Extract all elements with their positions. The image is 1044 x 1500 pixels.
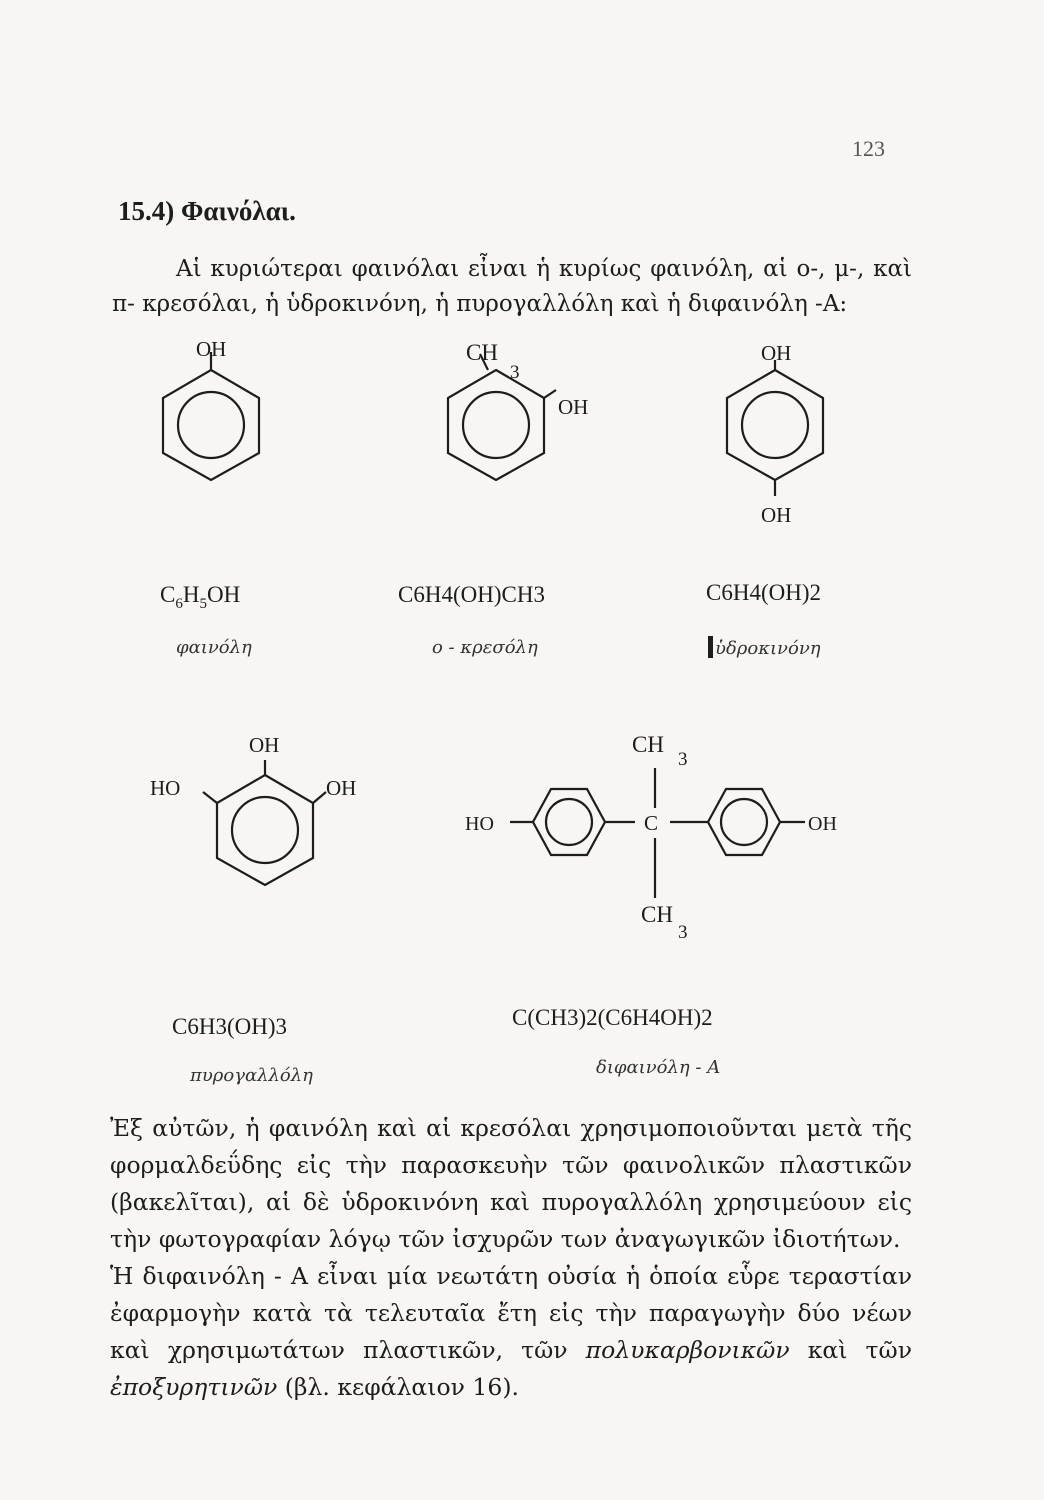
- bisphenol-right-inner-circle: [721, 799, 767, 845]
- bisphenol-ho-left: HO: [465, 813, 494, 835]
- pyrogallol-inner-circle: [232, 797, 298, 863]
- hydroquinone-name-row: [708, 636, 821, 659]
- bisphenol-oh-right: OH: [808, 813, 837, 835]
- closing-text: [110, 1110, 912, 1406]
- pyrogallol-oh-right: OH: [326, 776, 357, 800]
- phenol-inner-circle: [178, 392, 244, 458]
- margin-marker: [708, 636, 713, 658]
- bisphenol-ch-bottom: CH: [641, 902, 673, 927]
- cresol-inner-circle: [463, 392, 529, 458]
- pyrogallol-ho-left: HO: [150, 776, 181, 800]
- hydroquinone-inner-circle: [742, 392, 808, 458]
- pyrogallol-name: πυρογαλλόλη: [190, 1065, 313, 1086]
- cresol-name: ο - κρεσόλη: [432, 637, 538, 658]
- bisphenol-ch-top: CH: [632, 732, 664, 757]
- hydroquinone-name: ὑδροκινόνη: [715, 638, 821, 659]
- hydroquinone-oh-bottom: OH: [761, 503, 792, 527]
- page-number: 123: [852, 136, 885, 161]
- intro-paragraph: Αἱ κυριώτεραι φαινόλαι εἶναι ἡ κυρίως φαινόλη, αἱ ο-, μ-, καὶ π- κρεσόλαι, ἡ ὑδροκινόνη, ἡ πυρογαλλόλη καὶ ἡ διφαινόλη -Α:: [112, 256, 912, 317]
- bisphenol-formula: C(CH3)2(C6H4OH)2: [512, 1005, 713, 1030]
- bisphenol-left-inner-circle: [546, 799, 592, 845]
- cresol-oh-label: OH: [558, 395, 589, 419]
- hydroquinone-formula: C6H4(OH)2: [706, 580, 821, 605]
- phenol-oh-label: OH: [196, 337, 227, 361]
- cresol-ch-label: CH: [466, 340, 498, 365]
- phenol-name: φαινόλη: [176, 637, 252, 658]
- hydroquinone-oh-top: OH: [761, 341, 792, 365]
- bisphenol-sub-bottom: 3: [678, 922, 688, 943]
- closing-paragraph-1: Ἐξ αὐτῶν, ἡ φαινόλη καὶ αἱ κρεσόλαι χρησιμοποιοῦνται μετὰ τῆς φορμαλδεΰδης εἰς τὴν παρασκευὴν τῶν φαινολικῶν πλαστικῶν (βακελῖται), αἱ δὲ ὑδροκινόνη καὶ πυρογαλλόλη χρησιμεύουν εἰς τὴν φωτογραφίαν λόγῳ τῶν ἰσχυρῶν των ἀναγωγικῶν ἰδιοτήτων.: [110, 1114, 912, 1253]
- cresol-formula: C6H4(OH)CH3: [398, 582, 545, 607]
- phenol-formula: $C_6H_5OH$: [160, 582, 241, 612]
- bisphenol-sub-top: 3: [678, 749, 688, 770]
- closing-paragraph-2: Ἡ διφαινόλη - Α εἶναι μία νεωτάτη οὐσία ἡ ὁποία εὗρε τεραστίαν ἐφαρμογὴν κατὰ τὰ τελευταῖα ἔτη εἰς τὴν παραγωγὴν δύο νέων καὶ χρησιμωτάτων πλαστικῶν, τῶν πολυκαρβονικῶν καὶ τῶν ἐποξυρητινῶν (βλ. κεφάλαιον 16).: [110, 1262, 912, 1401]
- bisphenol-c-center: C: [644, 811, 659, 835]
- section-title: 15.4) Φαινόλαι.: [118, 196, 296, 226]
- pyrogallol-oh-top: OH: [249, 733, 280, 757]
- pyrogallol-formula: C6H3(OH)3: [172, 1014, 287, 1039]
- bisphenol-name: διφαινόλη - Α: [596, 1057, 721, 1078]
- cresol-sub3: 3: [510, 362, 520, 383]
